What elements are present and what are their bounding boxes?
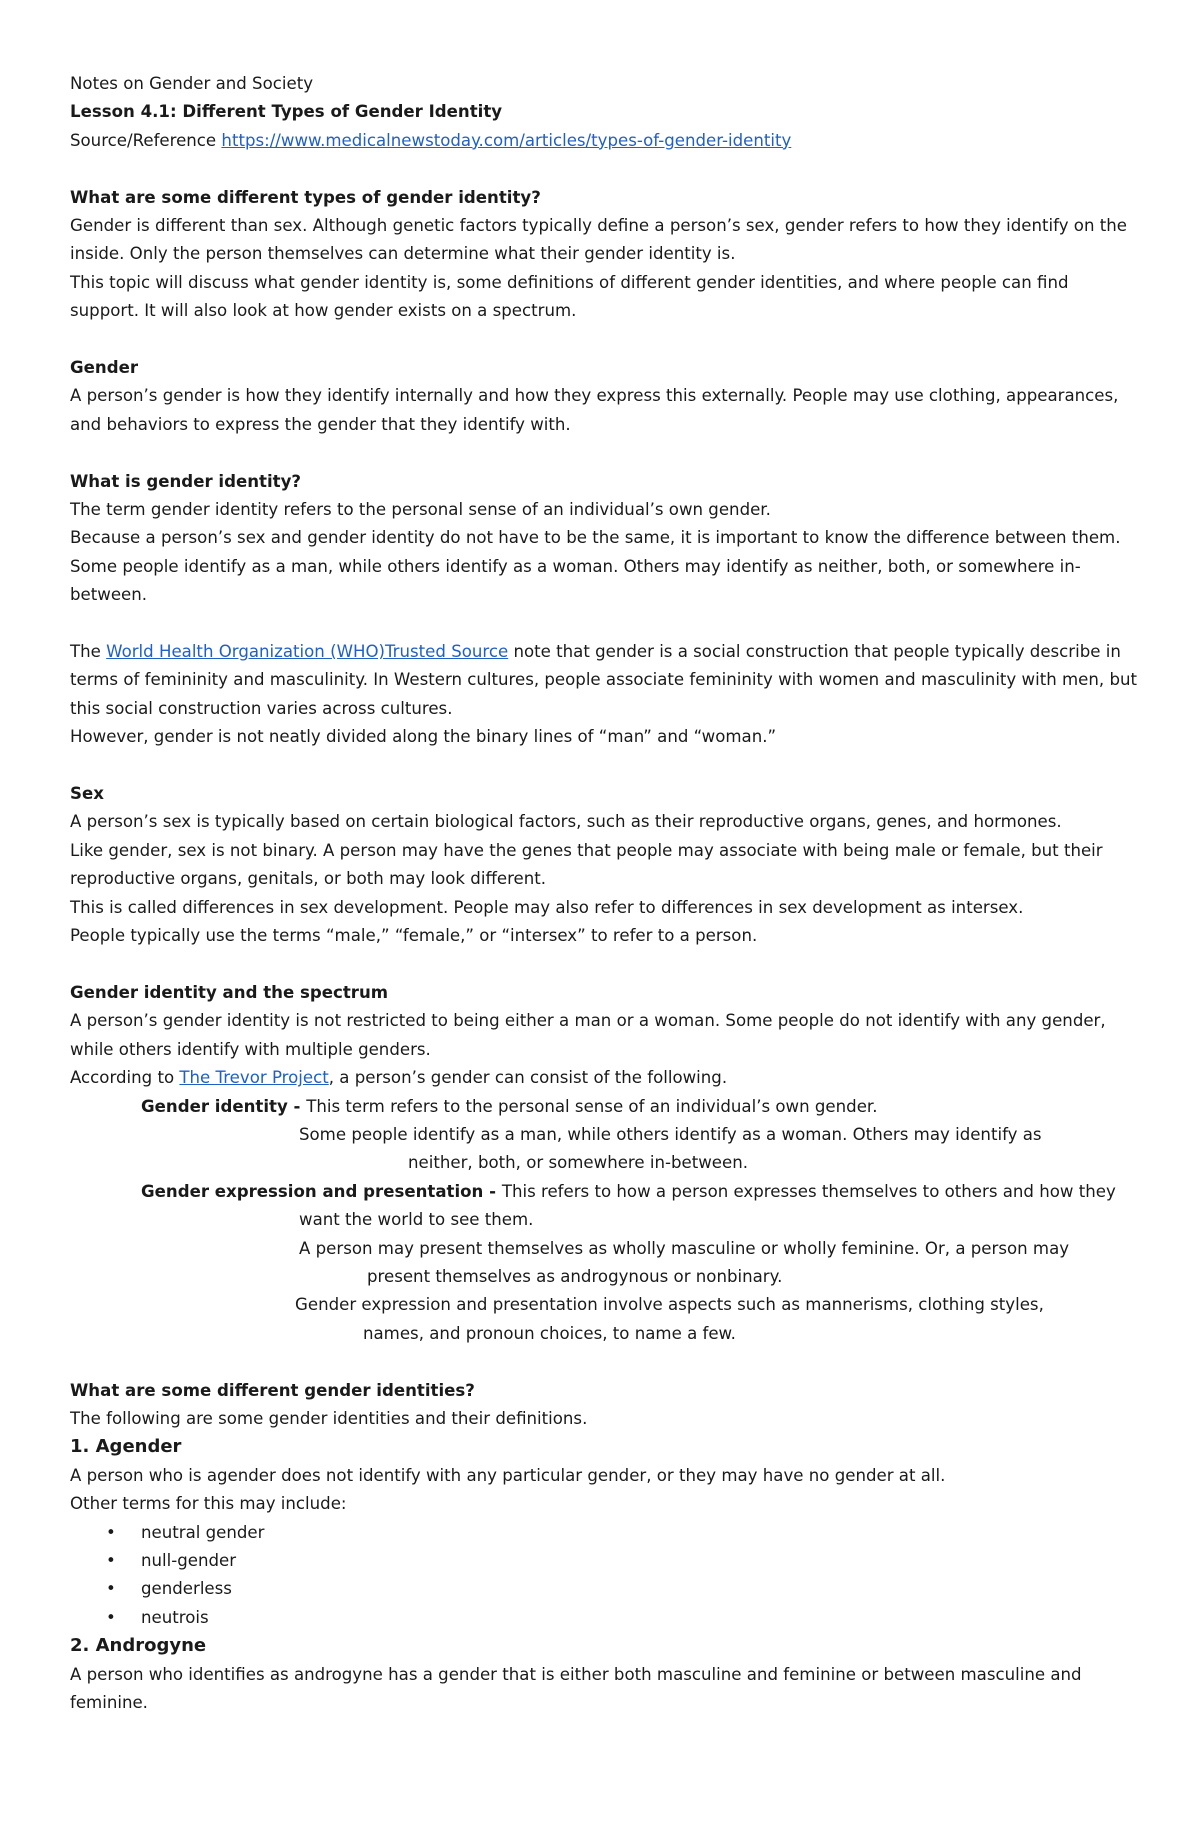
- sex-paragraph-4: People typically use the terms “male,” “female,” or “intersex” to refer to a person.: [70, 926, 758, 946]
- trevor-paragraph: [70, 1064, 1140, 1092]
- list-item-text: genderless: [141, 1579, 232, 1599]
- gender-expression-item-text: This refers to how a person expresses themselves to others and how they: [501, 1181, 1116, 1201]
- gender-expression-item-continued: Gender expression and presentation involve aspects such as mannerisms, clothing styles,: [295, 1295, 1044, 1315]
- sex-paragraph-3: This is called differences in sex development. People may also refer to differences in sex development as intersex.: [70, 897, 1024, 917]
- gender-identity-item-label: Gender identity -: [141, 1096, 307, 1116]
- gender-identity-item: [70, 1093, 1140, 1121]
- gender-expression-item-continued: present themselves as androgynous or nonbinary.: [367, 1266, 783, 1286]
- lesson-title: Lesson 4.1: Different Types of Gender Identity: [70, 102, 503, 122]
- identities-heading: What are some different gender identities?: [70, 1380, 475, 1400]
- gender-identity-paragraph-1: The term gender identity refers to the personal sense of an individual’s own gender.: [70, 500, 771, 520]
- who-paragraph: [70, 638, 1140, 723]
- gender-expression-item-continued: A person may present themselves as wholly masculine or wholly feminine. Or, a person may: [299, 1238, 1070, 1258]
- who-prefix: The: [70, 642, 107, 662]
- sex-paragraph-1: A person’s sex is typically based on certain biological factors, such as their reproductive organs, genes, and hormones.: [70, 812, 1062, 832]
- who-rest: note that gender is a social construction that people typically describe in terms of femininity and masculinity. In Western cultures, people associate femininity with women and masculinity with men, but this social construction varies across cultures.: [70, 642, 1138, 718]
- spacer: [70, 439, 1140, 467]
- gender-identity-heading: What is gender identity?: [70, 471, 302, 491]
- intro-heading: What are some different types of gender identity?: [70, 187, 541, 207]
- gender-identity-paragraph-2: Because a person’s sex and gender identity do not have to be the same, it is important to know the difference between them. Some people identify as a man, while others identify as a woman. Others may identify as neither, both, or somewhere in-between.: [70, 528, 1121, 605]
- source-line: [70, 127, 1140, 155]
- document-top-title: Notes on Gender and Society: [70, 74, 314, 93]
- androgyne-paragraph: A person who identifies as androgyne has a gender that is either both masculine and feminine or between masculine and feminine.: [70, 1664, 1082, 1713]
- intro-paragraph-2: This topic will discuss what gender identity is, some definitions of different gender identities, and where people can find support. It will also look at how gender exists on a spectrum.: [70, 272, 1069, 321]
- gender-expression-item-continued: names, and pronoun choices, to name a few.: [363, 1323, 736, 1343]
- list-item: [70, 1575, 1140, 1603]
- agender-paragraph-2: Other terms for this may include:: [70, 1494, 347, 1514]
- gender-expression-item-continued: want the world to see them.: [299, 1210, 534, 1230]
- trevor-link[interactable]: The Trevor Project: [179, 1068, 329, 1088]
- source-label: Source/Reference: [70, 130, 222, 150]
- source-link[interactable]: https://www.medicalnewstoday.com/articles/types-of-gender-identity: [221, 130, 792, 150]
- spacer: [70, 1348, 1140, 1376]
- spectrum-heading: Gender identity and the spectrum: [70, 982, 389, 1002]
- androgyne-heading: 2. Androgyne: [70, 1635, 207, 1657]
- gender-identity-paragraph-4: However, gender is not neatly divided along the binary lines of “man” and “woman.”: [70, 727, 777, 747]
- agender-paragraph-1: A person who is agender does not identify with any particular gender, or they may have no gender at all.: [70, 1465, 946, 1485]
- gender-identity-item-text: This term refers to the personal sense of an individual’s own gender.: [306, 1096, 878, 1116]
- gender-identity-item-continued: neither, both, or somewhere in-between.: [408, 1153, 749, 1173]
- gender-expression-item-label: Gender expression and presentation -: [141, 1181, 502, 1201]
- spectrum-paragraph-1: A person’s gender identity is not restricted to being either a man or a woman. Some people do not identify with any gender, while others identify with multiple genders.: [70, 1011, 1106, 1059]
- sex-paragraph-2: Like gender, sex is not binary. A person may have the genes that people may associate with being male or female, but their reproductive organs, genitals, or both may look different.: [70, 840, 1103, 889]
- list-item: [70, 1519, 1140, 1547]
- list-item: [70, 1604, 1140, 1632]
- gender-paragraph: A person’s gender is how they identify internally and how they express this externally. People may use clothing, appearances, and behaviors to express the gender that they identify with.: [70, 386, 1119, 434]
- trevor-rest: , a person’s gender can consist of the following.: [328, 1068, 728, 1088]
- spacer: [70, 155, 1140, 183]
- sex-heading: Sex: [70, 784, 104, 804]
- gender-expression-item: [70, 1178, 1140, 1206]
- list-item: [70, 1547, 1140, 1575]
- list-item-text: neutral gender: [141, 1522, 265, 1542]
- agender-terms-list: [70, 1519, 1140, 1633]
- bullet-icon: •: [106, 1522, 116, 1542]
- intro-paragraph-1: Gender is different than sex. Although genetic factors typically define a person’s sex, gender refers to how they identify on the inside. Only the person themselves can determine what their gender identity is.: [70, 216, 1127, 264]
- who-link[interactable]: World Health Organization (WHO)Trusted Source: [106, 642, 509, 662]
- spacer: [70, 951, 1140, 979]
- gender-identity-item-continued: Some people identify as a man, while others identify as a woman. Others may identify as: [299, 1124, 1042, 1144]
- list-item-text: neutrois: [141, 1607, 209, 1627]
- document-page: [70, 70, 1140, 1717]
- spacer: [70, 752, 1140, 780]
- list-item-text: null-gender: [141, 1551, 237, 1571]
- gender-heading: Gender: [70, 358, 139, 378]
- bullet-icon: •: [106, 1607, 116, 1627]
- trevor-prefix: According to: [70, 1068, 180, 1088]
- bullet-icon: •: [106, 1551, 116, 1571]
- bullet-icon: •: [106, 1579, 116, 1599]
- identities-intro: The following are some gender identities and their definitions.: [70, 1408, 588, 1428]
- agender-heading: 1. Agender: [70, 1436, 182, 1458]
- spacer: [70, 326, 1140, 354]
- spacer: [70, 610, 1140, 638]
